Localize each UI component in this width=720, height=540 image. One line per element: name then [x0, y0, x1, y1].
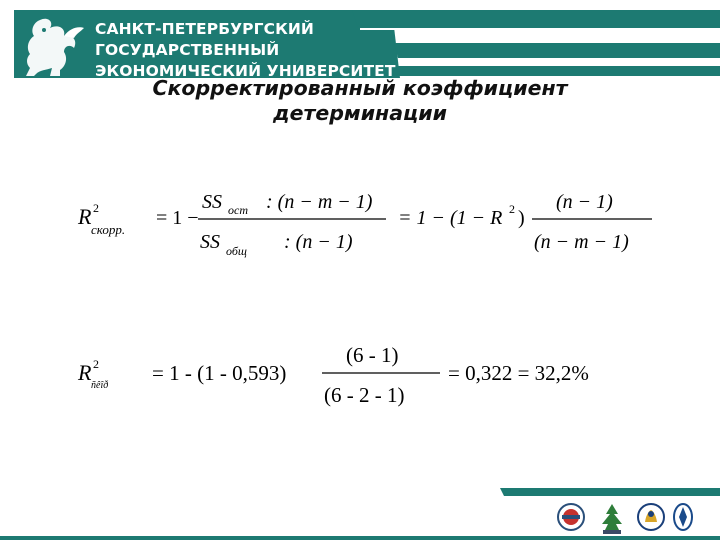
f1-R-square-2: 2 [509, 202, 515, 216]
f1-num-SS: SS [202, 191, 222, 213]
f2-R: R [78, 360, 92, 385]
f1-num-sub: ост [228, 203, 248, 217]
f1-close-paren: ) [518, 207, 525, 229]
university-name-line-1: САНКТ-ПЕТЕРБУРГСКИЙ [95, 20, 314, 38]
f2-lhs: = 1 - (1 - 0,593) [152, 361, 287, 385]
slide-title-line-2: детерминации [273, 101, 447, 125]
partner-logo-1-icon [556, 502, 586, 532]
partner-logo-2-icon [596, 502, 628, 536]
f1-den-SS: SS [200, 231, 220, 253]
f1-den-rest: : (n − 1) [284, 231, 353, 253]
partner-logo-4-icon [672, 502, 694, 532]
partner-logo-3-icon [636, 502, 666, 532]
f1-frac2-num: (n − 1) [556, 191, 613, 213]
f1-frac2-den: (n − m − 1) [534, 231, 629, 253]
formula-adjusted-r2-numeric [77, 343, 589, 407]
f2-result: = 0,322 = 32,2% [448, 361, 589, 385]
f1-R-subscript: скорр. [91, 222, 126, 237]
f1-num-rest: : (n − m − 1) [266, 191, 373, 213]
f2-frac-num: (6 - 1) [346, 343, 399, 367]
university-name-line-3: ЭКОНОМИЧЕСКИЙ УНИВЕРСИТЕТ [95, 62, 396, 80]
f1-R: R [78, 204, 92, 229]
university-name-line-2: ГОСУДАРСТВЕННЫЙ [95, 41, 280, 59]
f1-R-square: 2 [93, 201, 99, 215]
f2-R-square: 2 [93, 357, 99, 371]
f2-R-subscript: ñêîð [91, 380, 109, 391]
slide-title-line-1: Скорректированный коэффициент [152, 76, 568, 100]
formula-adjusted-r2-general [77, 191, 652, 258]
f1-den-sub: общ [226, 244, 247, 258]
f1-eq2: = 1 − (1 − R [398, 207, 503, 229]
f1-eq1: = 1 − [156, 207, 199, 229]
f2-frac-den: (6 - 2 - 1) [324, 383, 405, 407]
